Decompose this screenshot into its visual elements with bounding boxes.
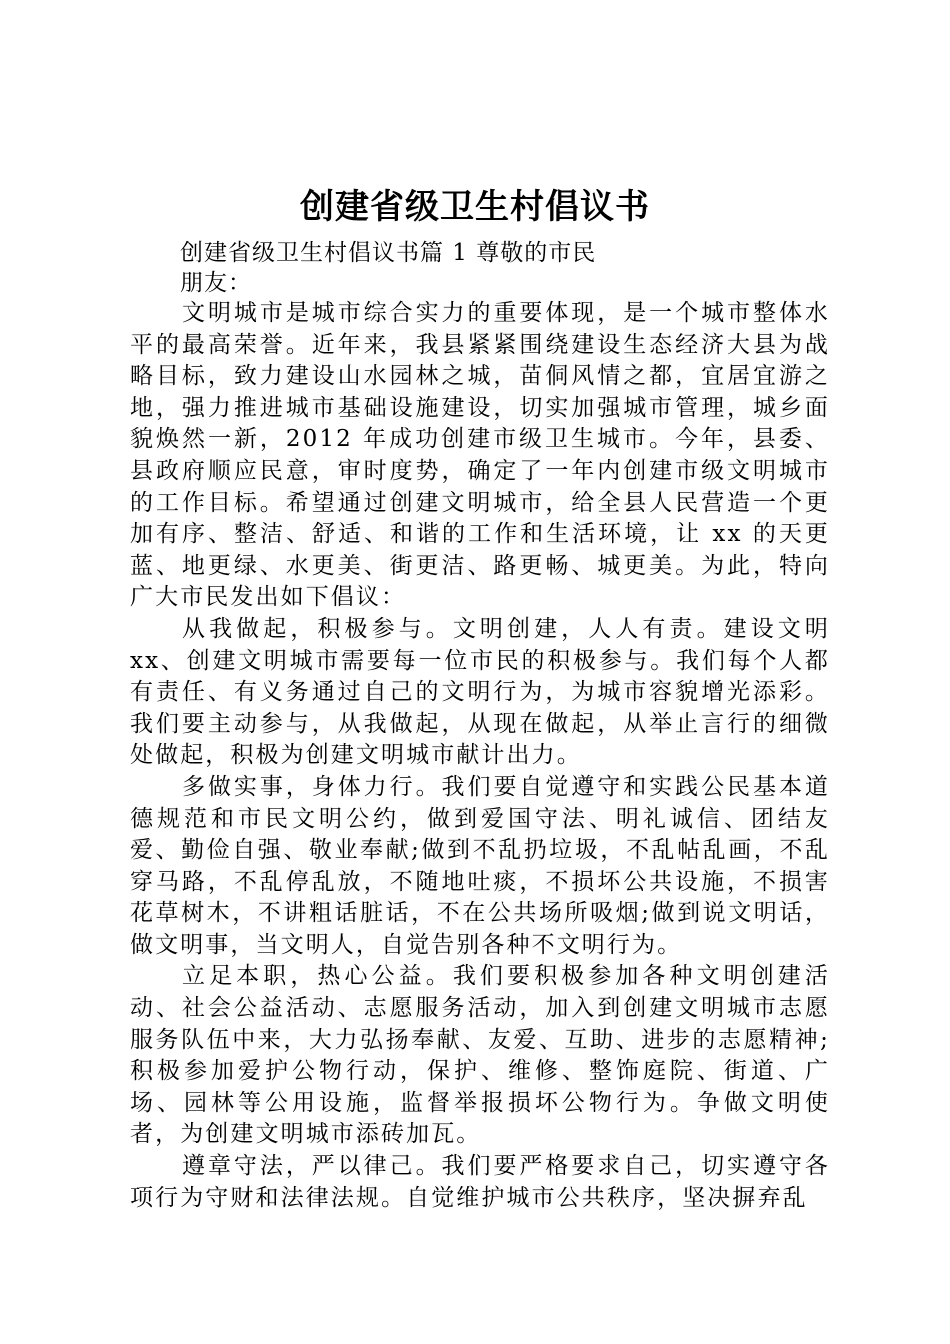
salutation-line: 朋友： <box>180 270 252 296</box>
document-body <box>130 298 830 1214</box>
paragraph-public-welfare: 立足本职，热心公益。我们要积极参加各种文明创建活动、社会公益活动、志愿服务活动，加入到创建文明城市志愿服务队伍中来，大力弘扬奉献、友爱、互助、进步的志愿精神;积极参加爱护公物行动，保护、维修、整饰庭院、街道、广场、园林等公用设施，监督举报损坏公物行为。争做文明使者，为创建文明城市添砖加瓦。 <box>130 963 830 1148</box>
paragraph-opening: 文明城市是城市综合实力的重要体现，是一个城市整体水平的最高荣誉。近年来，我县紧紧围绕建设生态经济大县为战略目标，致力建设山水园林之城，苗侗风情之都，宜居宜游之地，强力推进城市基础设施建设，切实加强城市管理，城乡面貌焕然一新，2012 年成功创建市级卫生城市。今年，县委、县政府顺应民意，审时度势，确定了一年内创建市级文明城市的工作目标。希望通过创建文明城市，给全县人民营造一个更加有序、整洁、舒适、和谐的工作和生活环境，让 xx 的天更蓝、地更绿、水更美、街更洁、路更畅、城更美。为此，特向广大市民发出如下倡议： <box>130 300 830 611</box>
paragraph-participate: 从我做起，积极参与。文明创建，人人有责。建设文明 xx、创建文明城市需要每一位市民的积极参与。我们每个人都有责任、有义务通过自己的文明行为，为城市容貌增光添彩。我们要主动参与，从我做起，从现在做起，从举止言行的细微处做起，积极为创建文明城市献计出力。 <box>130 615 830 769</box>
document-title: 创建省级卫生村倡议书 <box>300 187 650 227</box>
document-intro <box>180 238 596 298</box>
paragraph-law-abiding: 遵章守法，严以律己。我们要严格要求自己，切实遵守各项行为守财和法律法规。自觉维护城市公共秩序，坚决摒弃乱 <box>130 1153 830 1211</box>
intro-line: 创建省级卫生村倡议书篇 1 尊敬的市民 <box>180 240 597 266</box>
paragraph-practice: 多做实事，身体力行。我们要自觉遵守和实践公民基本道德规范和市民文明公约，做到爱国守法、明礼诚信、团结友爱、勤俭自强、敬业奉献;做到不乱扔垃圾，不乱帖乱画，不乱穿马路，不乱停乱放，不随地吐痰，不损坏公共设施，不损害花草树木，不讲粗话脏话，不在公共场所吸烟;做到说文明话，做文明事，当文明人，自觉告别各种不文明行为。 <box>130 773 830 958</box>
